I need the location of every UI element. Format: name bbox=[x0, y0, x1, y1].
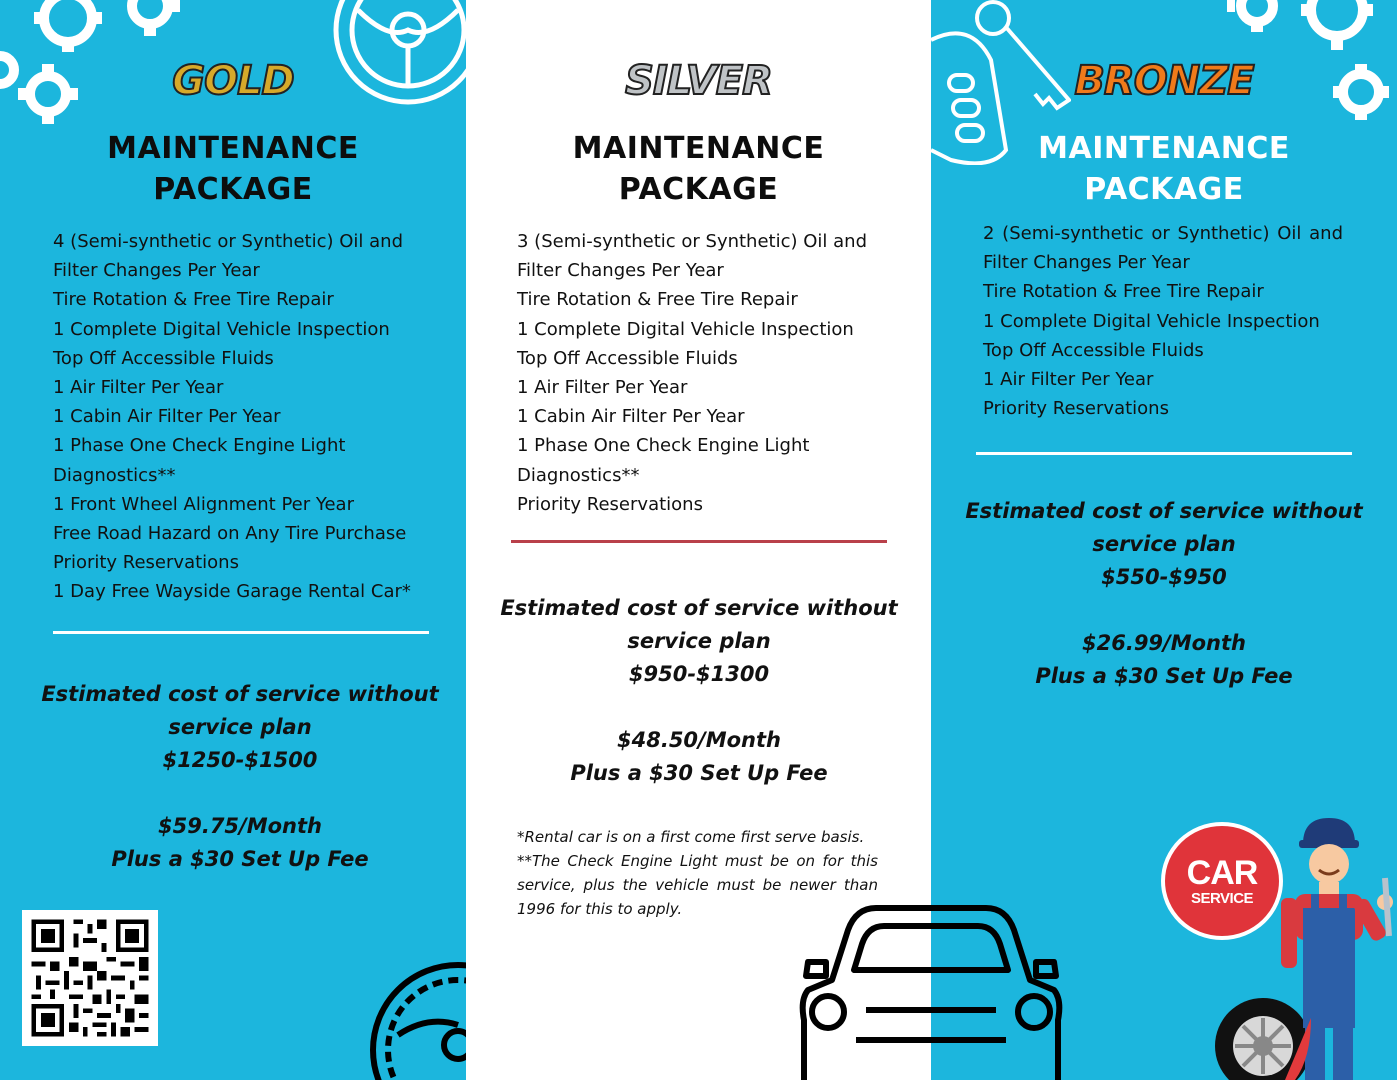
estimate-label: service plan bbox=[627, 629, 771, 653]
feature-item: 1 Complete Digital Vehicle Inspection bbox=[983, 310, 1320, 332]
feature-list bbox=[983, 219, 1343, 423]
estimate-label: service plan bbox=[1092, 532, 1236, 556]
badge-line: SERVICE bbox=[1190, 890, 1254, 907]
feature-item: Top Off Accessible Fluids bbox=[517, 347, 738, 369]
feature-item: 1 Air Filter Per Year bbox=[53, 377, 224, 399]
estimate-range: $950-$1300 bbox=[628, 662, 770, 686]
gold-package-panel bbox=[0, 0, 466, 1080]
tier-title: GOLD bbox=[172, 58, 294, 104]
feature-item: 3 (Semi-synthetic or Synthetic) Oil and Filter Changes Per Year bbox=[517, 231, 867, 282]
feature-item: 1 Complete Digital Vehicle Inspection bbox=[517, 318, 854, 340]
feature-item: 4 (Semi-synthetic or Synthetic) Oil and Filter Changes Per Year bbox=[53, 231, 403, 282]
estimate-label: Estimated cost of service without bbox=[965, 499, 1363, 523]
feature-item: Tire Rotation & Free Tire Repair bbox=[983, 281, 1264, 303]
tier-title: BRONZE bbox=[1074, 58, 1254, 104]
feature-item: Priority Reservations bbox=[983, 398, 1169, 420]
bronze-package-panel bbox=[931, 0, 1397, 1080]
pricing-block bbox=[964, 495, 1364, 693]
package-heading bbox=[0, 128, 466, 210]
package-heading bbox=[466, 128, 931, 210]
monthly-price: $59.75/Month bbox=[158, 814, 322, 838]
feature-item: Free Road Hazard on Any Tire Purchase bbox=[53, 523, 407, 545]
monthly-price: $26.99/Month bbox=[1082, 631, 1246, 655]
divider bbox=[511, 540, 887, 543]
pricing-block bbox=[499, 592, 899, 790]
feature-item: 1 Complete Digital Vehicle Inspection bbox=[53, 318, 390, 340]
setup-fee: Plus a $30 Set Up Fee bbox=[1035, 664, 1293, 688]
heading-line: MAINTENANCE bbox=[1038, 131, 1290, 166]
feature-item: 1 Air Filter Per Year bbox=[983, 369, 1154, 391]
car-front-icon bbox=[796, 900, 931, 1080]
feature-item: 1 Air Filter Per Year bbox=[517, 377, 688, 399]
feature-item: 1 Cabin Air Filter Per Year bbox=[517, 406, 745, 428]
silver-package-panel bbox=[466, 0, 931, 1080]
feature-item: 1 Day Free Wayside Garage Rental Car* bbox=[53, 581, 411, 603]
divider bbox=[976, 452, 1352, 455]
footnote-engine: **The Check Engine Light must be on for this service, plus the vehicle must be newer than 1996 for this to apply. bbox=[517, 852, 878, 918]
heading-line: PACKAGE bbox=[153, 172, 313, 207]
monthly-price: $48.50/Month bbox=[617, 728, 781, 752]
feature-item: 1 Cabin Air Filter Per Year bbox=[53, 406, 281, 428]
car-service-badge bbox=[1161, 822, 1283, 940]
badge-line: CAR bbox=[1186, 854, 1258, 892]
setup-fee: Plus a $30 Set Up Fee bbox=[570, 761, 828, 785]
setup-fee: Plus a $30 Set Up Fee bbox=[111, 847, 369, 871]
heading-line: MAINTENANCE bbox=[572, 131, 825, 166]
feature-item: Priority Reservations bbox=[517, 493, 703, 515]
estimate-range: $1250-$1500 bbox=[162, 748, 318, 772]
divider bbox=[53, 631, 429, 634]
package-heading bbox=[931, 128, 1397, 210]
footnote-rental: *Rental car is on a first come first serve basis. bbox=[517, 828, 865, 846]
steering-wheel-icon bbox=[368, 955, 466, 1080]
feature-item: Top Off Accessible Fluids bbox=[983, 339, 1204, 361]
feature-item: Top Off Accessible Fluids bbox=[53, 347, 274, 369]
feature-list bbox=[517, 227, 877, 519]
mechanic-illustration bbox=[1281, 818, 1397, 1080]
feature-list bbox=[53, 227, 433, 607]
car-front-icon bbox=[931, 900, 1066, 1080]
feature-item: Tire Rotation & Free Tire Repair bbox=[53, 289, 334, 311]
estimate-label: Estimated cost of service without bbox=[500, 596, 898, 620]
feature-item: 2 (Semi-synthetic or Synthetic) Oil and Filter Changes Per Year bbox=[983, 223, 1343, 274]
feature-item: Tire Rotation & Free Tire Repair bbox=[517, 289, 798, 311]
heading-line: MAINTENANCE bbox=[107, 131, 359, 166]
pricing-block bbox=[40, 678, 440, 876]
estimate-range: $550-$950 bbox=[1101, 565, 1227, 589]
tier-title: SILVER bbox=[625, 58, 772, 104]
feature-item: 1 Phase One Check Engine Light Diagnostics** bbox=[53, 435, 346, 486]
heading-line: PACKAGE bbox=[1084, 172, 1244, 207]
estimate-label: service plan bbox=[168, 715, 312, 739]
feature-item: Priority Reservations bbox=[53, 552, 239, 574]
feature-item: 1 Phase One Check Engine Light Diagnostics** bbox=[517, 435, 810, 486]
estimate-label: Estimated cost of service without bbox=[41, 682, 439, 706]
feature-item: 1 Front Wheel Alignment Per Year bbox=[53, 493, 354, 515]
qr-code bbox=[22, 910, 158, 1046]
heading-line: PACKAGE bbox=[618, 172, 779, 207]
